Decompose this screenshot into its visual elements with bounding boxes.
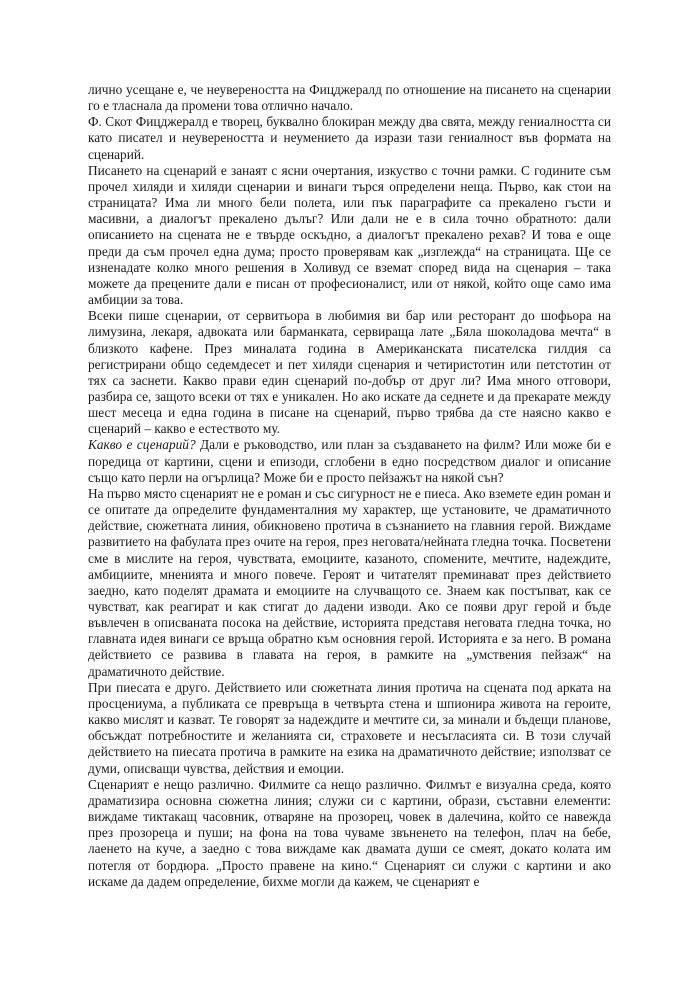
paragraph-text: лично усещане е, че неувереността на Фицджералд по отношение на писането на сценарии го е тласнала да промени това отлично начало. [88, 82, 611, 114]
paragraph-fitzgerald-blocked [88, 114, 611, 162]
paragraph-text: На първо място сценарият не е роман и със сигурност не е пиеса. Ако вземете един роман и се опитате да определите фундаменталния му характер, ще установите, че драматичното действие, сюжетната линия, обикновено протича в съзнанието на главния герой. Виждаме развитието на фабулата през очите на героя, през неговата/нейната гледна точка. Посветени сме в мислите на героя, чувствата, емоциите, казаното, спомените, мечтите, надеждите, амбициите, мненията и много повече. Героят и читателят преминават през действието заедно, като поделят драмата и емоциите на случващото се. Знаем как постъпват, как се чувстват, как реагират и как стигат до дадени изводи. Ако се появи друг герой и бъде въвлечен в описваната посока на действие, историята представя неговата гледна точка, но главната идея винаги се връща обратно към основния герой. Историята е за него. В романа действието се развива в главата на героя, в рамките на „умствения пейзаж“ на драматичното действие. [88, 485, 611, 679]
document-page [88, 82, 611, 890]
paragraph-what-is-screenplay [88, 437, 611, 485]
paragraph-text: Всеки пише сценарии, от сервитьора в любимия ви бар или ресторант до шофьора на лимузина, лекаря, адвоката или барманката, сервираща лате „Бяла шоколадова мечта“ в близкото кафене. През миналата година в Американската писателска гилдия са регистрирани общо седемдесет и пет хиляди сценария и четиристотин или петстотин от тях са заснети. Какво прави един сценарий по-добър от друг ли? Има много отговори, разбира се, защото всеки от тях е уникален. Но ако искате да седнете и да прекарате между шест месеца и една година в писане на сценарий, първо трябва да сте наясно какво е сценарий – какво е естеството му. [88, 308, 611, 437]
paragraph-lead-italic: Какво е сценарий? [88, 437, 196, 453]
paragraph-text: Писането на сценарий е занаят с ясни очертания, изкуство с точни рамки. С годините съм прочел хиляди и хиляди сценарии и винаги търся определени неща. Първо, как стои на страницата? Има ли много бели полета, или пък параграфите са прекалено гъсти и масивни, а диалогът прекалено дълъг? Или дали не е в сила точно обратното: дали описанието на сцената не е твърде оскъдно, а диалогът прекалено рехав? И това е още преди да съм прочел една дума; просто проверявам как „изглежда“ на страницата. Ще се изненадате колко много решения в Холивуд се вземат според вида на сценария – така можете да прецените дали е писан от професионалист, или от някой, който още само има амбиции за това. [88, 162, 611, 308]
paragraph-text: Сценарият е нещо различно. Филмите са нещо различно. Филмът е визуална среда, която драматизира основна сюжетна линия; служи си с картини, образи, съставни елементи: виждаме тиктакащ часовник, отваряне на прозорец, човек в далечина, който се навежда през прозореца и пуши; на фона на това чуваме звъненето на телефон, плач на бебе, лаенето на куче, а заедно с това виждаме как двамата души се смеят, докато колата им потегля от бордюра. „Просто правене на кино.“ Сценарият си служи с картини и ако искаме да дадем определение, бихме могли да кажем, че сценарият е [88, 776, 611, 889]
paragraph-screenwriting-craft [88, 163, 611, 308]
paragraph-fitzgerald-uncertainty [88, 82, 611, 114]
paragraph-screenplay-different [88, 777, 611, 890]
paragraph-not-a-novel [88, 486, 611, 680]
paragraph-the-play [88, 680, 611, 777]
paragraph-text: При пиесата е друго. Действието или сюжетната линия протича на сцената под арката на просцениума, а публиката се превръща в четвърта стена и шпионира живота на героите, какво мислят и казват. Те говорят за надеждите и мечтите си, за минали и бъдещи планове, обсъждат потребностите и желанията си, страховете и несъгласията си. В този случай действието на пиесата протича в рамките на езика на драматичното действие; използват се думи, описващи чувства, действия и емоции. [88, 679, 611, 776]
paragraph-text: Ф. Скот Фицджералд е творец, буквално блокиран между два свята, между гениалността си като писател и неувереността и неумението да изрази тази гениалност във формата на сценарий. [88, 114, 611, 162]
paragraph-text: Дали е ръководство, или план за създаването на филм? Или може би е поредица от картини, сцени и епизоди, сглобени в едно посредством диалог и описание също като перли на огърлица? Може би е просто пейзажът на някой сън? [88, 437, 611, 485]
paragraph-everyone-writes [88, 308, 611, 437]
